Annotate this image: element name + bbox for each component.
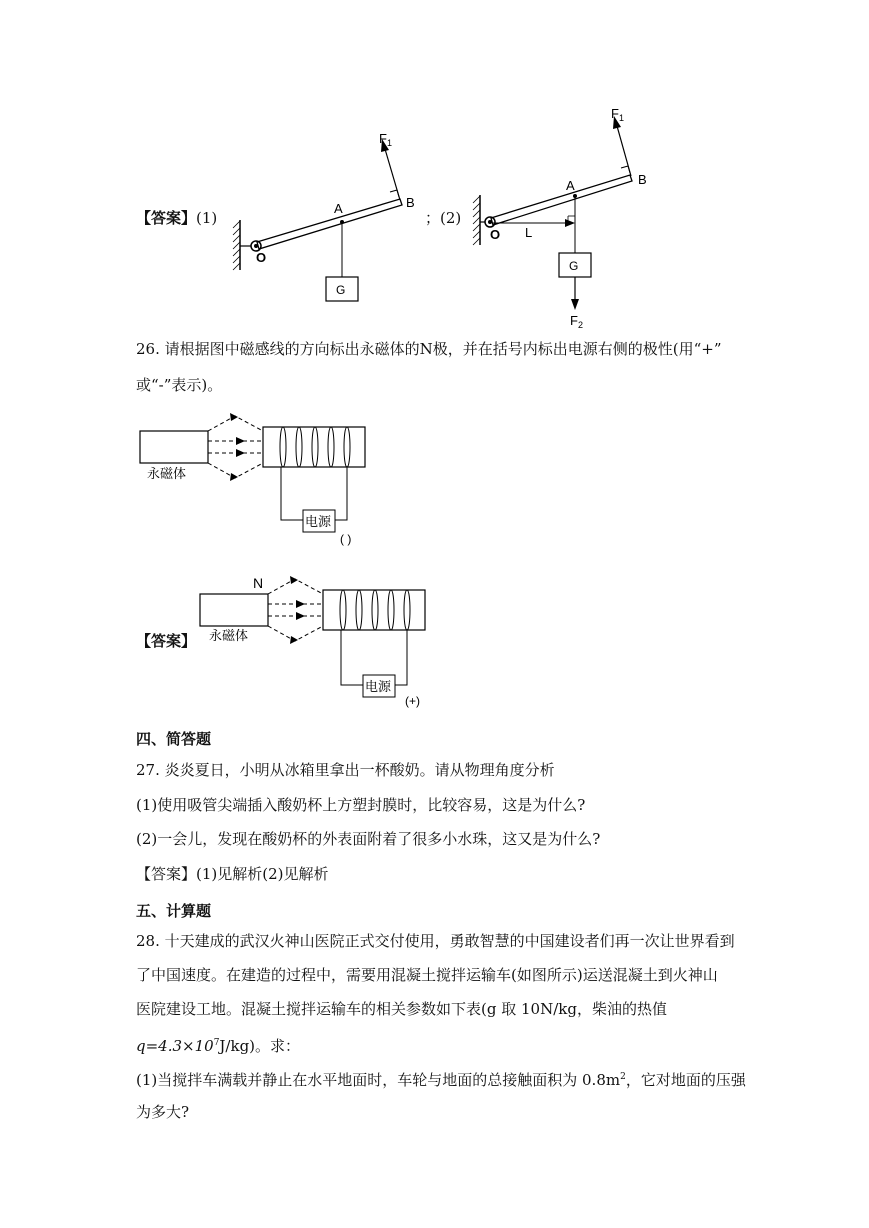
n-pole-label: N [253,575,264,591]
question-28-line6: 为多大? [136,1103,190,1121]
polarity-bracket: ( ) [340,532,352,546]
answer-25-label: 【答案】(1) [136,209,218,227]
magnet-coil-answer-diagram [195,572,445,712]
question-28-line5: (1)当搅拌车满载并静止在水平地面时，车轮与地面的总接触面积为 $0.8m^2$，它对地面的压强 [136,1071,746,1089]
polarity-answer: (+) [405,694,420,708]
point-b-label: B [638,172,647,187]
lever-diagram-1 [230,125,430,315]
lever-diagram-2 [470,100,670,340]
point-b-label: B [406,195,415,210]
question-28-line4: $q=4.3\times 10^7J/kg$)。求： [136,1037,301,1055]
question-28-line2: 了中国速度。在建造的过程中，需要用混凝土搅拌运输车(如图所示)运送混凝土到火神山 [136,966,718,984]
force-f1-label: $F_1$ [379,131,392,148]
question-27-stem: 27. 炎炎夏日，小明从冰箱里拿出一杯酸奶。请从物理角度分析 [136,761,555,779]
answer-27: 【答案】(1)见解析(2)见解析 [136,865,329,883]
magnet-label: 永磁体 [209,628,249,643]
point-a-label: A [334,201,343,216]
power-source-label: 电源 [365,679,392,694]
arm-l-label: L [525,225,533,240]
section-heading-5: 五、计算题 [136,902,212,920]
magnet-label: 永磁体 [147,466,187,481]
question-26-line1: 26. 请根据图中磁感线的方向标出永磁体的N极，并在括号内标出电源右侧的极性(用“+” [136,340,722,358]
question-28-line3: 医院建设工地。混凝土搅拌运输车的相关参数如下表(g 取 10N/kg，柴油的热值 [136,1000,667,1018]
pivot-o-label: O [256,250,267,265]
question-27-part1: (1)使用吸管尖端插入酸奶杯上方塑封膜时，比较容易，这是为什么? [136,796,586,814]
force-f2-label: $F_2$ [570,313,583,330]
magnet-coil-diagram [135,408,385,548]
question-28-line1: 28. 十天建成的武汉火神山医院正式交付使用，勇敢智慧的中国建设者们再一次让世界看到 [136,932,735,950]
pivot-o-label: O [490,227,501,242]
question-27-part2: (2)一会儿，发现在酸奶杯的外表面附着了很多小水珠，这又是为什么? [136,830,601,848]
answer-26-label: 【答案】 [136,632,197,650]
force-f1-label: $F_1$ [611,106,624,123]
answer-25-part2-label: ；(2) [425,209,462,227]
power-source-label: 电源 [305,514,332,529]
point-a-label: A [566,178,575,193]
question-26-line2: 或“-”表示)。 [136,376,223,394]
weight-label: G [569,259,579,273]
weight-label: G [336,283,346,297]
section-heading-4: 四、简答题 [136,730,212,748]
